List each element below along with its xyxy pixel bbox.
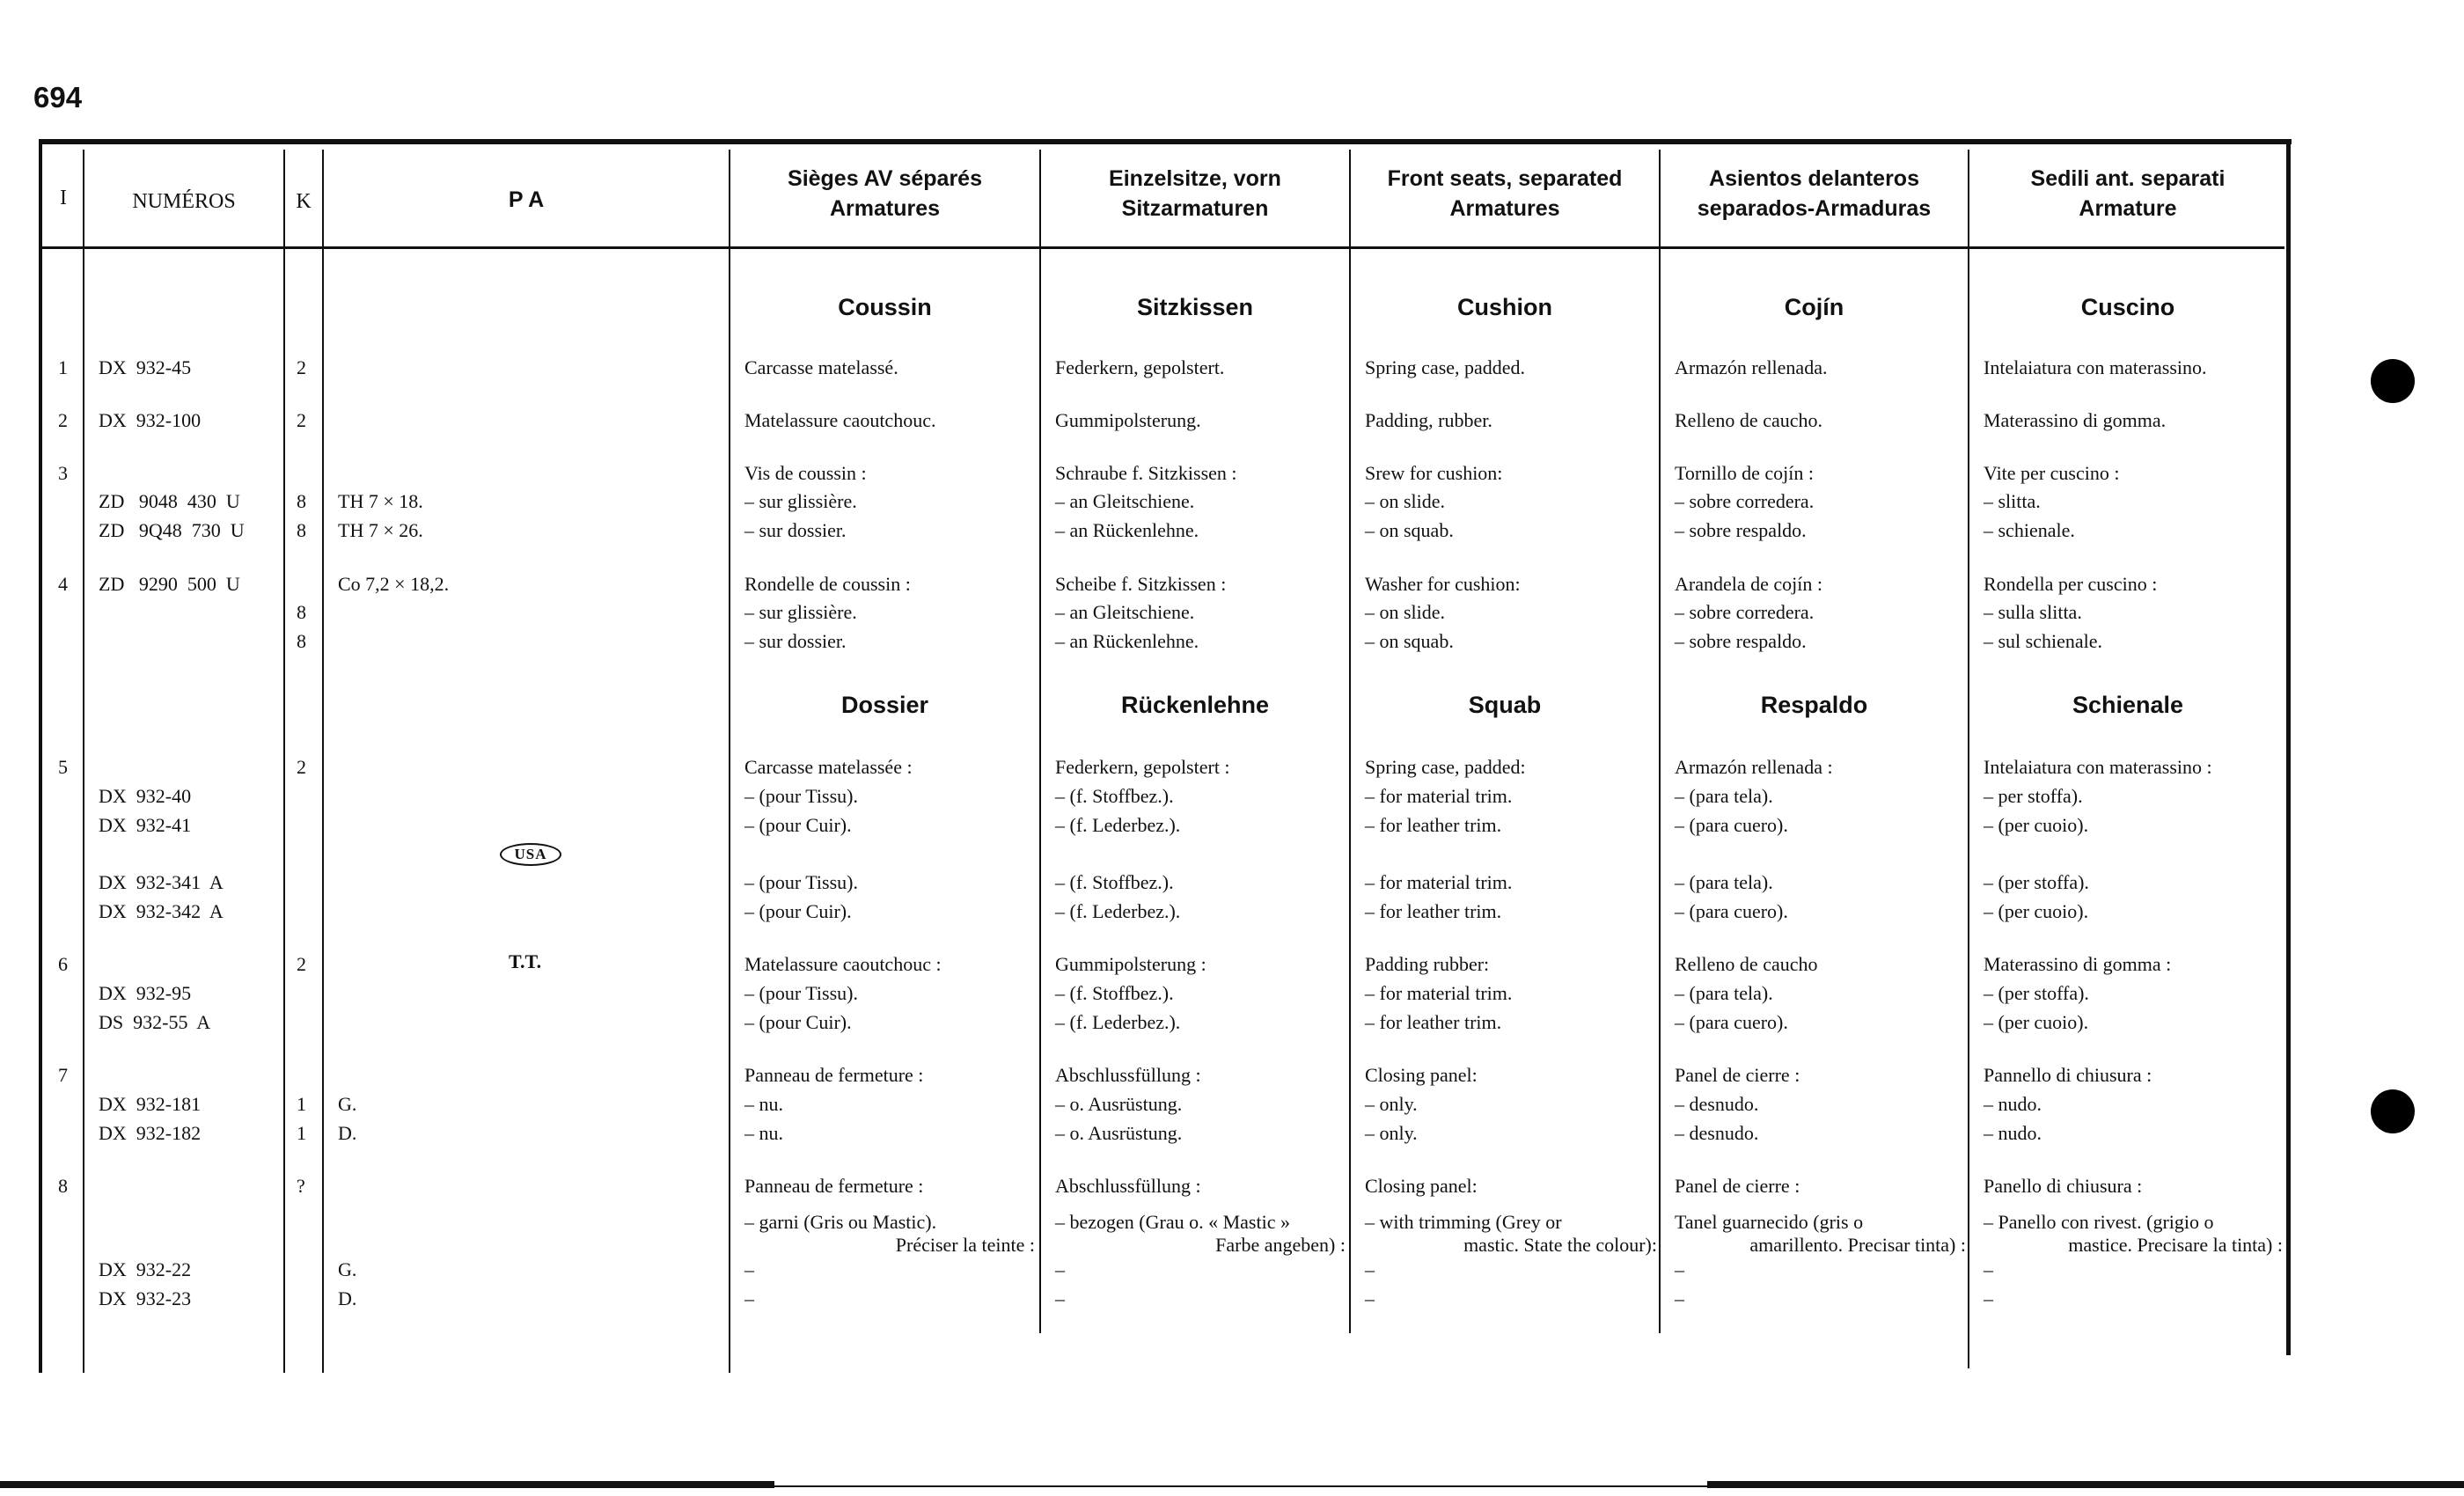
pa-tt-mark: T.T. (509, 950, 542, 972)
desc-en: – on slide. (1365, 490, 1446, 512)
punch-hole-mark (2371, 1089, 2415, 1133)
desc-es: – sobre respaldo. (1675, 519, 1807, 541)
desc-fr: – (pour Tissu). (744, 785, 858, 807)
header-german (1041, 164, 1349, 224)
desc-es: – (para tela). (1675, 785, 1773, 807)
row8-trim-de (1055, 1211, 1346, 1257)
desc-es: Panel de cierre : (1675, 1064, 1800, 1086)
pa-spec: G. (338, 1258, 357, 1280)
desc-es: – (1675, 1258, 1684, 1280)
table-left-border (39, 139, 42, 1373)
desc-fr: – sur dossier. (744, 519, 847, 541)
pa-spec: D. (338, 1287, 357, 1309)
row8-trim-it-line1: – Panello con rivest. (grigio o (1984, 1211, 2214, 1233)
desc-de: – (1055, 1287, 1065, 1309)
desc-fr: – (pour Tissu). (744, 871, 858, 893)
desc-it: – (per cuoio). (1984, 900, 2089, 922)
part-number: DX 932-95 (99, 982, 192, 1004)
part-number: DS 932-55 A (99, 1011, 211, 1033)
desc-es: – desnudo. (1675, 1093, 1759, 1115)
desc-en: Srew for cushion: (1365, 462, 1503, 484)
header-french-line2: Armatures (829, 196, 941, 221)
usa-badge: USA (500, 843, 561, 866)
header-spanish-line2: separados-Armaduras (1697, 196, 1932, 221)
quantity-k: 2 (297, 356, 306, 378)
desc-fr: – sur glissière. (744, 601, 857, 623)
desc-fr: – (744, 1287, 754, 1309)
desc-es: Relleno de caucho. (1675, 409, 1822, 431)
part-number: DX 932-100 (99, 409, 202, 431)
row8-trim-fr-line2: Préciser la teinte : (895, 1234, 1035, 1256)
desc-es: – sobre respaldo. (1675, 630, 1807, 652)
desc-en: – only. (1365, 1122, 1418, 1144)
desc-de: Federkern, gepolstert : (1055, 756, 1230, 778)
desc-fr: – nu. (744, 1122, 783, 1144)
row-index: 2 (58, 409, 68, 431)
column-divider (283, 150, 285, 1373)
desc-fr: Rondelle de coussin : (744, 573, 911, 595)
row8-trim-en-line2: mastic. State the colour): (1463, 1234, 1657, 1256)
section-cushion-de: Sitzkissen (1136, 294, 1254, 320)
desc-en: Spring case, padded: (1365, 756, 1526, 778)
quantity-k: 2 (297, 756, 306, 778)
desc-it: – schienale. (1984, 519, 2075, 541)
desc-it: – slitta. (1984, 490, 2041, 512)
page-number: 694 (33, 81, 83, 114)
table-top-border (39, 139, 2292, 144)
quantity-k: 2 (297, 409, 306, 431)
header-french-line1: Sièges AV séparés (788, 166, 982, 191)
desc-fr: Vis de coussin : (744, 462, 867, 484)
table-right-border (2286, 139, 2291, 1355)
row8-trim-fr (744, 1211, 1035, 1257)
desc-de: – (f. Lederbez.). (1055, 814, 1181, 836)
column-divider (1039, 150, 1041, 1333)
header-german-line2: Sitzarmaturen (1121, 196, 1269, 221)
desc-it: Pannello di chiusura : (1984, 1064, 2152, 1086)
part-number: DX 932-41 (99, 814, 192, 836)
desc-fr: Carcasse matelassé. (744, 356, 898, 378)
desc-it: – sul schienale. (1984, 630, 2103, 652)
part-number: ZD 9290 500 U (99, 573, 240, 595)
desc-fr: Matelassure caoutchouc : (744, 953, 942, 975)
desc-it: Intelaiatura con materassino : (1984, 756, 2212, 778)
row-index: 4 (58, 573, 68, 595)
desc-en: Closing panel: (1365, 1064, 1478, 1086)
desc-es: – sobre corredera. (1675, 601, 1815, 623)
desc-fr: Panneau de fermeture : (744, 1175, 924, 1197)
desc-es: Panel de cierre : (1675, 1175, 1800, 1197)
desc-it: Intelaiatura con materassino. (1984, 356, 2207, 378)
pa-spec: G. (338, 1093, 357, 1115)
row8-trim-de-line2: Farbe angeben) : (1215, 1234, 1346, 1256)
desc-it: – (per stoffa). (1984, 982, 2089, 1004)
pa-spec: TH 7 × 26. (338, 519, 423, 541)
row8-trim-de-line1: – bezogen (Grau o. « Mastic » (1055, 1211, 1290, 1233)
desc-fr: – sur glissière. (744, 490, 857, 512)
desc-de: – an Gleitschiene. (1055, 601, 1195, 623)
part-number: ZD 9Q48 730 U (99, 519, 245, 541)
desc-fr: – (pour Tissu). (744, 982, 858, 1004)
desc-de: Gummipolsterung : (1055, 953, 1206, 975)
row8-trim-fr-line1: – garni (Gris ou Mastic). (744, 1211, 937, 1233)
desc-it: – per stoffa). (1984, 785, 2083, 807)
desc-it: – (per cuoio). (1984, 1011, 2089, 1033)
desc-de: – o. Ausrüstung. (1055, 1093, 1183, 1115)
header-index: I (60, 187, 67, 209)
desc-en: – (1365, 1287, 1375, 1309)
desc-it: – (1984, 1258, 1993, 1280)
desc-en: – on squab. (1365, 519, 1454, 541)
desc-de: – an Gleitschiene. (1055, 490, 1195, 512)
part-number: DX 932-182 (99, 1122, 202, 1144)
section-cushion-it: Cuscino (2080, 294, 2175, 320)
part-number: DX 932-342 A (99, 900, 224, 922)
desc-de: – (1055, 1258, 1065, 1280)
desc-en: – for material trim. (1365, 982, 1513, 1004)
desc-es: – desnudo. (1675, 1122, 1759, 1144)
desc-es: – (para tela). (1675, 871, 1773, 893)
desc-en: – only. (1365, 1093, 1418, 1115)
desc-de: – an Rückenlehne. (1055, 630, 1199, 652)
desc-es: Armazón rellenada. (1675, 356, 1828, 378)
row8-trim-en (1365, 1211, 1657, 1257)
desc-de: – o. Ausrüstung. (1055, 1122, 1183, 1144)
desc-es: Tornillo de cojín : (1675, 462, 1814, 484)
row-index: 3 (58, 462, 68, 484)
part-number: DX 932-45 (99, 356, 192, 378)
desc-es: Relleno de caucho (1675, 953, 1818, 975)
section-squab-de: Rückenlehne (1120, 692, 1270, 718)
header-french (730, 164, 1039, 224)
desc-es: – (para cuero). (1675, 814, 1788, 836)
header-numeros: NUMÉROS (132, 190, 236, 213)
row-index: 7 (58, 1064, 68, 1086)
desc-fr: – (pour Cuir). (744, 900, 852, 922)
desc-fr: – (pour Cuir). (744, 1011, 852, 1033)
header-italian (1969, 164, 2286, 224)
desc-fr: – (744, 1258, 754, 1280)
column-divider (729, 150, 730, 1373)
section-squab-fr: Dossier (840, 692, 929, 718)
desc-de: Abschlussfüllung : (1055, 1175, 1201, 1197)
desc-de: – (f. Lederbez.). (1055, 900, 1181, 922)
header-english (1351, 164, 1659, 224)
desc-de: – (f. Stoffbez.). (1055, 982, 1174, 1004)
quantity-k: 1 (297, 1093, 306, 1115)
quantity-k: 8 (297, 601, 306, 623)
desc-en: Padding rubber: (1365, 953, 1490, 975)
row8-trim-es (1675, 1211, 1966, 1257)
desc-es: – sobre corredera. (1675, 490, 1815, 512)
part-number: DX 932-22 (99, 1258, 192, 1280)
section-cushion-fr: Coussin (838, 294, 932, 320)
desc-de: Abschlussfüllung : (1055, 1064, 1201, 1086)
desc-de: – (f. Stoffbez.). (1055, 871, 1174, 893)
desc-de: Scheibe f. Sitzkissen : (1055, 573, 1227, 595)
desc-de: Federkern, gepolstert. (1055, 356, 1225, 378)
desc-en: – for leather trim. (1365, 900, 1502, 922)
desc-it: – nudo. (1984, 1122, 2042, 1144)
row-index: 5 (58, 756, 68, 778)
column-divider (322, 150, 324, 1373)
header-pa: P A (508, 187, 545, 212)
desc-it: – (per cuoio). (1984, 814, 2089, 836)
bottom-rule (1707, 1481, 2464, 1488)
row8-trim-en-line1: – with trimming (Grey or (1365, 1211, 1562, 1233)
row8-trim-it-line2: mastice. Precisare la tinta) : (2068, 1234, 2283, 1256)
desc-en: – for leather trim. (1365, 814, 1502, 836)
desc-en: – (1365, 1258, 1375, 1280)
quantity-k: 1 (297, 1122, 306, 1144)
quantity-k: 8 (297, 490, 306, 512)
part-number: ZD 9048 430 U (99, 490, 240, 512)
section-cushion-en: Cushion (1457, 294, 1552, 320)
desc-de: Gummipolsterung. (1055, 409, 1201, 431)
desc-es: – (1675, 1287, 1684, 1309)
row-index: 1 (58, 356, 68, 378)
bottom-rule-thin (774, 1485, 1707, 1487)
pa-spec: TH 7 × 18. (338, 490, 423, 512)
part-number: DX 932-40 (99, 785, 192, 807)
desc-es: – (para cuero). (1675, 900, 1788, 922)
header-german-line1: Einzelsitze, vorn (1109, 166, 1281, 191)
desc-en: Padding, rubber. (1365, 409, 1492, 431)
desc-it: Materassino di gomma. (1984, 409, 2167, 431)
column-divider (1659, 150, 1661, 1333)
desc-de: – (f. Stoffbez.). (1055, 785, 1174, 807)
desc-de: Schraube f. Sitzkissen : (1055, 462, 1237, 484)
desc-de: – an Rückenlehne. (1055, 519, 1199, 541)
desc-it: – (1984, 1287, 1993, 1309)
desc-de: – (f. Lederbez.). (1055, 1011, 1181, 1033)
row-index: 6 (58, 953, 68, 975)
desc-fr: Panneau de fermeture : (744, 1064, 924, 1086)
desc-en: – on squab. (1365, 630, 1454, 652)
quantity-k: 2 (297, 953, 306, 975)
column-divider (83, 150, 84, 1373)
desc-en: – for material trim. (1365, 785, 1513, 807)
header-english-line2: Armatures (1449, 196, 1560, 221)
desc-es: Armazón rellenada : (1675, 756, 1833, 778)
desc-it: Rondella per cuscino : (1984, 573, 2158, 595)
desc-fr: Matelassure caoutchouc. (744, 409, 936, 431)
header-english-line1: Front seats, separated (1387, 166, 1623, 191)
desc-en: – on slide. (1365, 601, 1446, 623)
desc-it: – nudo. (1984, 1093, 2042, 1115)
pa-spec: D. (338, 1122, 357, 1144)
bottom-rule (0, 1481, 774, 1488)
pa-spec: Co 7,2 × 18,2. (338, 573, 450, 595)
desc-fr: – (pour Cuir). (744, 814, 852, 836)
desc-it: Materassino di gomma : (1984, 953, 2172, 975)
header-k: K (296, 190, 312, 213)
row-index: 8 (58, 1175, 68, 1197)
desc-en: – for material trim. (1365, 871, 1513, 893)
column-divider (1968, 150, 1969, 1368)
section-squab-it: Schienale (2072, 692, 2184, 718)
desc-it: – sulla slitta. (1984, 601, 2082, 623)
desc-fr: – nu. (744, 1093, 783, 1115)
section-squab-es: Respaldo (1760, 692, 1868, 718)
desc-en: Closing panel: (1365, 1175, 1478, 1197)
desc-es: – (para tela). (1675, 982, 1773, 1004)
header-bottom-border (42, 246, 2284, 249)
desc-fr: Carcasse matelassée : (744, 756, 913, 778)
quantity-k: 8 (297, 519, 306, 541)
quantity-k: 8 (297, 630, 306, 652)
desc-es: – (para cuero). (1675, 1011, 1788, 1033)
column-divider (1349, 150, 1351, 1333)
row8-trim-es-line2: amarillento. Precisar tinta) : (1749, 1234, 1966, 1256)
desc-it: Vite per cuscino : (1984, 462, 2120, 484)
part-number: DX 932-23 (99, 1287, 192, 1309)
header-spanish-line1: Asientos delanteros (1709, 166, 1919, 191)
row8-trim-es-line1: Tanel guarnecido (gris o (1675, 1211, 1864, 1233)
desc-it: – (per stoffa). (1984, 871, 2089, 893)
header-italian-line2: Armature (2079, 196, 2177, 221)
desc-es: Arandela de cojín : (1675, 573, 1822, 595)
row8-trim-it (1984, 1211, 2283, 1257)
part-number: DX 932-181 (99, 1093, 202, 1115)
punch-hole-mark (2371, 359, 2415, 403)
section-cushion-es: Cojín (1784, 294, 1844, 320)
desc-en: Washer for cushion: (1365, 573, 1521, 595)
section-squab-en: Squab (1468, 692, 1542, 718)
desc-en: Spring case, padded. (1365, 356, 1526, 378)
desc-fr: – sur dossier. (744, 630, 847, 652)
header-italian-line1: Sedili ant. separati (2030, 166, 2226, 191)
desc-en: – for leather trim. (1365, 1011, 1502, 1033)
part-number: DX 932-341 A (99, 871, 224, 893)
desc-it: Panello di chiusura : (1984, 1175, 2143, 1197)
header-spanish (1661, 164, 1968, 224)
quantity-k: ? (297, 1175, 305, 1197)
